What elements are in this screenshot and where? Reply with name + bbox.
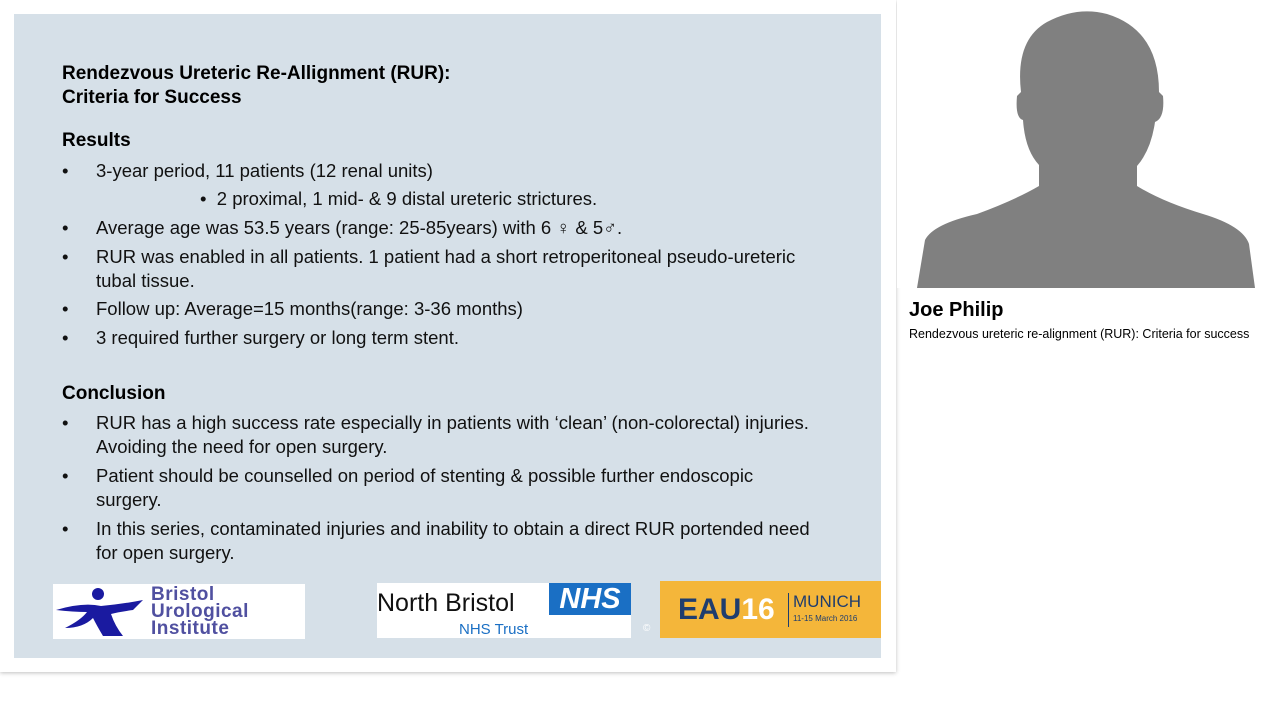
list-subitem [200,188,597,210]
list-item [62,159,822,183]
speaker-video [897,0,1280,288]
results-heading: Results [62,130,131,151]
bui-line: Institute [151,618,230,639]
bui-text [151,586,249,637]
list-item [62,297,822,321]
eau-city-text: MUNICH [793,592,861,611]
eau-mark [678,593,775,627]
item-text: In this series, contaminated injuries and inability to obtain a direct RUR portended need for open surgery. [96,518,810,563]
bullet: • [62,246,69,267]
item-text: 2 proximal, 1 mid- & 9 distal ureteric strictures. [216,188,598,209]
list-item [62,517,822,565]
bullet: • [62,465,69,486]
title-line-1: Rendezvous Ureteric Re-Allignment (RUR): [62,63,451,84]
north-bristol-nhs-logo [377,583,631,638]
title-line-2: Criteria for Success [62,87,242,108]
speaker-name: Joe Philip [909,299,1004,321]
item-text: 3 required further surgery or long term stent. [96,327,459,348]
bristol-urological-institute-logo [53,584,305,639]
eau-text: EAU [678,593,742,626]
item-text: Patient should be counselled on period of stenting & possible further endoscopic surgery. [96,465,754,510]
conclusion-heading: Conclusion [62,383,166,404]
slide [14,14,881,658]
bullet: • [62,412,69,433]
slide-title [62,62,451,110]
item-text: RUR was enabled in all patients. 1 patient had a short retroperitoneal pseudo-ureteric tubal tissue. [96,246,796,291]
list-item [62,326,822,350]
bui-line: Urological [151,601,249,622]
eau-year: 16 [741,593,775,626]
eau-dates: 11-15 March 2016 [793,614,858,623]
item-text: RUR has a high success rate especially in patients with ‘clean’ (non-colorectal) injuries. Avoiding the need for open surgery. [96,412,809,457]
nhs-badge: NHS [549,583,631,615]
bullet: • [62,327,69,348]
nbt-name: North Bristol [377,589,515,617]
list-item [62,216,822,240]
figure-icon [53,584,148,639]
item-text: Follow up: Average=15 months(range: 3-36 months) [96,298,523,319]
bullet: • [62,298,69,319]
bullet: • [62,160,69,181]
bullet: • [200,188,207,209]
list-item [62,464,822,512]
eau16-logo [660,581,881,638]
item-text: 3-year period, 11 patients (12 renal units) [96,160,433,181]
eau-city [788,593,861,627]
list-item [62,245,822,293]
person-silhouette-icon [897,0,1280,288]
list-item [62,411,822,459]
bullet: • [62,518,69,539]
item-text: Average age was 53.5 years (range: 25-85years) with 6 ♀ & 5♂. [96,217,623,238]
bullet: • [62,217,69,238]
nbt-trust: NHS Trust [459,621,529,638]
talk-title: Rendezvous ureteric re-alignment (RUR): Criteria for success [909,327,1250,341]
bui-line: Bristol [151,584,215,605]
copyright: © [643,623,651,634]
